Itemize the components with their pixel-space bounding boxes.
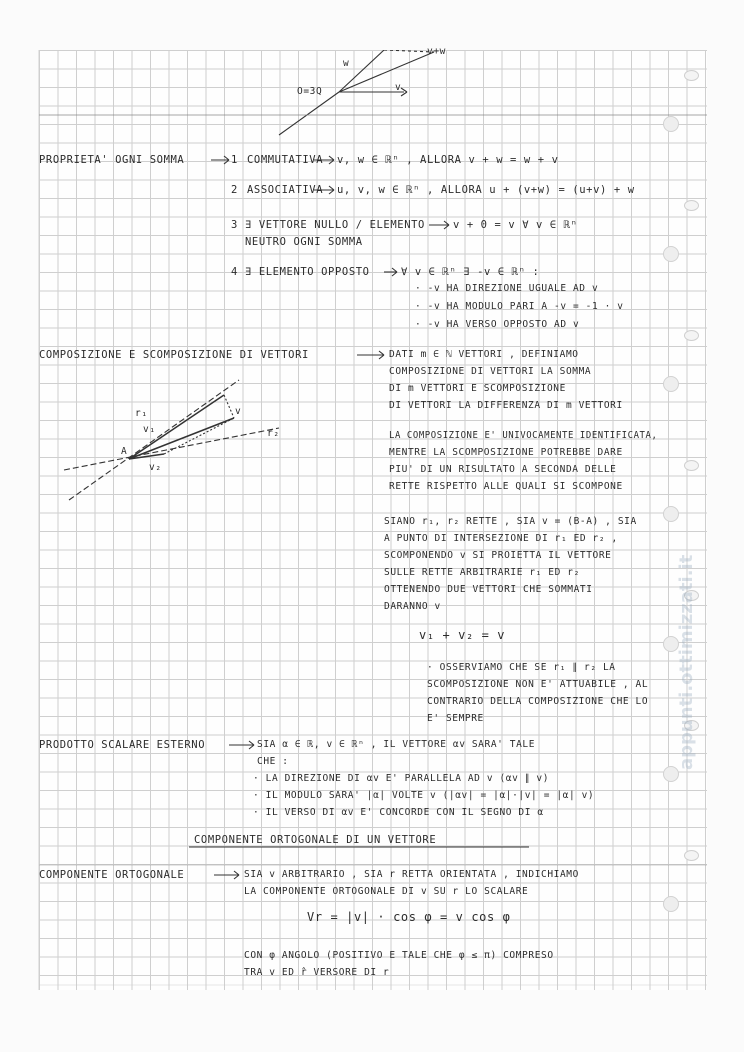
composition-p3-line: SULLE RETTE ARBITRARIE r₁ ED r₂: [384, 567, 580, 578]
orthogonal-line-1: SIA v ARBITRARIO , SIA r RETTA ORIENTATA , INDICHIAMO: [244, 869, 579, 880]
property-3-name: ∃ VETTORE NULLO / ELEMENTO: [245, 219, 425, 231]
composition-p4-line: · OSSERVIAMO CHE SE r₁ ∥ r₂ LA: [427, 662, 616, 673]
composition-p3-line: DARANNO v: [384, 601, 441, 612]
label-vector-sum: v+w: [427, 46, 446, 57]
orthogonal-line-3: CON φ ANGOLO (POSITIVO E TALE CHE φ ≤ π) COMPRESO: [244, 950, 554, 961]
property-1-name: COMMUTATIVA: [247, 154, 324, 166]
binder-hole: [663, 116, 679, 132]
binder-hole: [663, 896, 679, 912]
composition-p4-line: E' SEMPRE: [427, 713, 484, 724]
arrowhead: [401, 88, 407, 92]
composition-p2-line: LA COMPOSIZIONE E' UNIVOCAMENTE IDENTIFICATA,: [389, 430, 658, 441]
property-2-name: ASSOCIATIVA: [247, 184, 324, 196]
property-1-number: 1: [231, 154, 238, 166]
figure-label-r1: r₁: [135, 408, 148, 419]
property-3-text: v + 0 = v ∀ v ∈ ℝⁿ: [453, 219, 578, 231]
composition-p1-line: COMPOSIZIONE DI VETTORI LA SOMMA: [389, 366, 592, 377]
line-r1: [69, 380, 242, 500]
property-4-number: 4: [231, 266, 238, 278]
scalar-product-note: · LA DIREZIONE DI αv E' PARALLELA AD v (αv ∥ v): [253, 773, 550, 784]
label-vector-w: w: [343, 58, 350, 69]
axis-line-top: [279, 92, 339, 135]
composition-p2-line: RETTE RISPETTO ALLE QUALI SI SCOMPONE: [389, 481, 623, 492]
composition-p3-line: SIANO r₁, r₂ RETTE , SIA v = (B-A) , SIA: [384, 516, 637, 527]
figure-label-v1: v₁: [143, 424, 156, 435]
spiral-ring: [684, 200, 699, 211]
vector-sum-arrow: [339, 52, 434, 92]
spiral-ring: [684, 330, 699, 341]
orthogonal-formula: Vr = |v| · cos φ = v cos φ: [307, 910, 511, 924]
opposite-note: · -v HA DIREZIONE UGUALE AD v: [415, 283, 599, 294]
composition-p1-line: DATI m ∈ ℕ VETTORI , DEFINIAMO: [389, 349, 579, 360]
property-4-name: ∃ ELEMENTO OPPOSTO: [245, 266, 370, 278]
binder-hole: [663, 246, 679, 262]
property-2-number: 2: [231, 184, 238, 196]
composition-p1-line: DI VETTORI LA DIFFERENZA DI m VETTORI: [389, 400, 623, 411]
composition-p2-line: MENTRE LA SCOMPOSIZIONE POTREBBE DARE: [389, 447, 623, 458]
composition-heading: COMPOSIZIONE E SCOMPOSIZIONE DI VETTORI: [39, 349, 309, 361]
orthogonal-line-2: LA COMPONENTE ORTOGONALE DI v SU r LO SCALARE: [244, 886, 529, 897]
spiral-ring: [684, 850, 699, 861]
arrowhead: [401, 92, 407, 96]
vector-w-arrow: [339, 50, 384, 92]
scalar-product-note: · IL MODULO SARA' |α| VOLTE v (|αv| = |α|·|v| = |α| v): [253, 790, 595, 801]
orthogonal-line-4: TRA v ED r̂ VERSORE DI r: [244, 967, 390, 978]
composition-p4-line: CONTRARIO DELLA COMPOSIZIONE CHE LO: [427, 696, 649, 707]
label-origin: O=3Q: [297, 86, 323, 97]
spiral-ring: [684, 70, 699, 81]
binder-hole: [663, 506, 679, 522]
properties-heading: PROPRIETA' OGNI SOMMA: [39, 154, 185, 166]
decomposition-equation: v₁ + v₂ = v: [419, 628, 506, 642]
property-2-text: u, v, w ∈ ℝⁿ , ALLORA u + (v+w) = (u+v) + w: [337, 184, 635, 196]
figure-label-v: v: [235, 406, 242, 417]
composition-p3-line: SCOMPONENDO v SI PROIETTA IL VETTORE: [384, 550, 612, 561]
composition-p2-line: PIU' DI UN RISULTATO A SECONDA DELLE: [389, 464, 617, 475]
scalar-product-heading: PRODOTTO SCALARE ESTERNO: [39, 739, 206, 751]
composition-p3-line: A PUNTO DI INTERSEZIONE DI r₁ ED r₂ ,: [384, 533, 618, 544]
figure-label-v2: v₂: [149, 462, 162, 473]
property-3-number: 3: [231, 219, 238, 231]
scalar-product-note: · IL VERSO DI αv E' CONCORDE CON IL SEGNO DI α: [253, 807, 544, 818]
orthogonal-title: COMPONENTE ORTOGONALE DI UN VETTORE: [194, 834, 437, 846]
orthogonal-heading: COMPONENTE ORTOGONALE: [39, 869, 185, 881]
opposite-note: · -v HA VERSO OPPOSTO AD v: [415, 319, 580, 330]
property-3-name-line2: NEUTRO OGNI SOMMA: [245, 236, 363, 248]
spiral-ring: [684, 460, 699, 471]
composition-p4-line: SCOMPOSIZIONE NON E' ATTUABILE , AL: [427, 679, 649, 690]
composition-p3-line: OTTENENDO DUE VETTORI CHE SOMMATI: [384, 584, 593, 595]
watermark: appunti.ottimizzati.it: [676, 554, 697, 770]
label-vector-v: v: [395, 82, 402, 93]
notebook-page: [38, 46, 707, 990]
opposite-note: · -v HA MODULO PARI A -v = -1 · v: [415, 301, 624, 312]
figure-label-a: A: [121, 446, 128, 457]
line-r2: [64, 428, 279, 470]
figure-label-r2: r₂: [267, 428, 280, 439]
property-4-text: ∀ v ∈ ℝⁿ ∃ -v ∈ ℝⁿ :: [401, 266, 540, 278]
property-1-text: v, w ∈ ℝⁿ , ALLORA v + w = w + v: [337, 154, 559, 166]
scalar-product-intro: SIA α ∈ ℝ, v ∈ ℝⁿ , IL VETTORE αv SARA' TALE: [257, 739, 536, 750]
binder-hole: [663, 376, 679, 392]
composition-p1-line: DI m VETTORI E SCOMPOSIZIONE: [389, 383, 566, 394]
scalar-product-intro-2: CHE :: [257, 756, 289, 767]
